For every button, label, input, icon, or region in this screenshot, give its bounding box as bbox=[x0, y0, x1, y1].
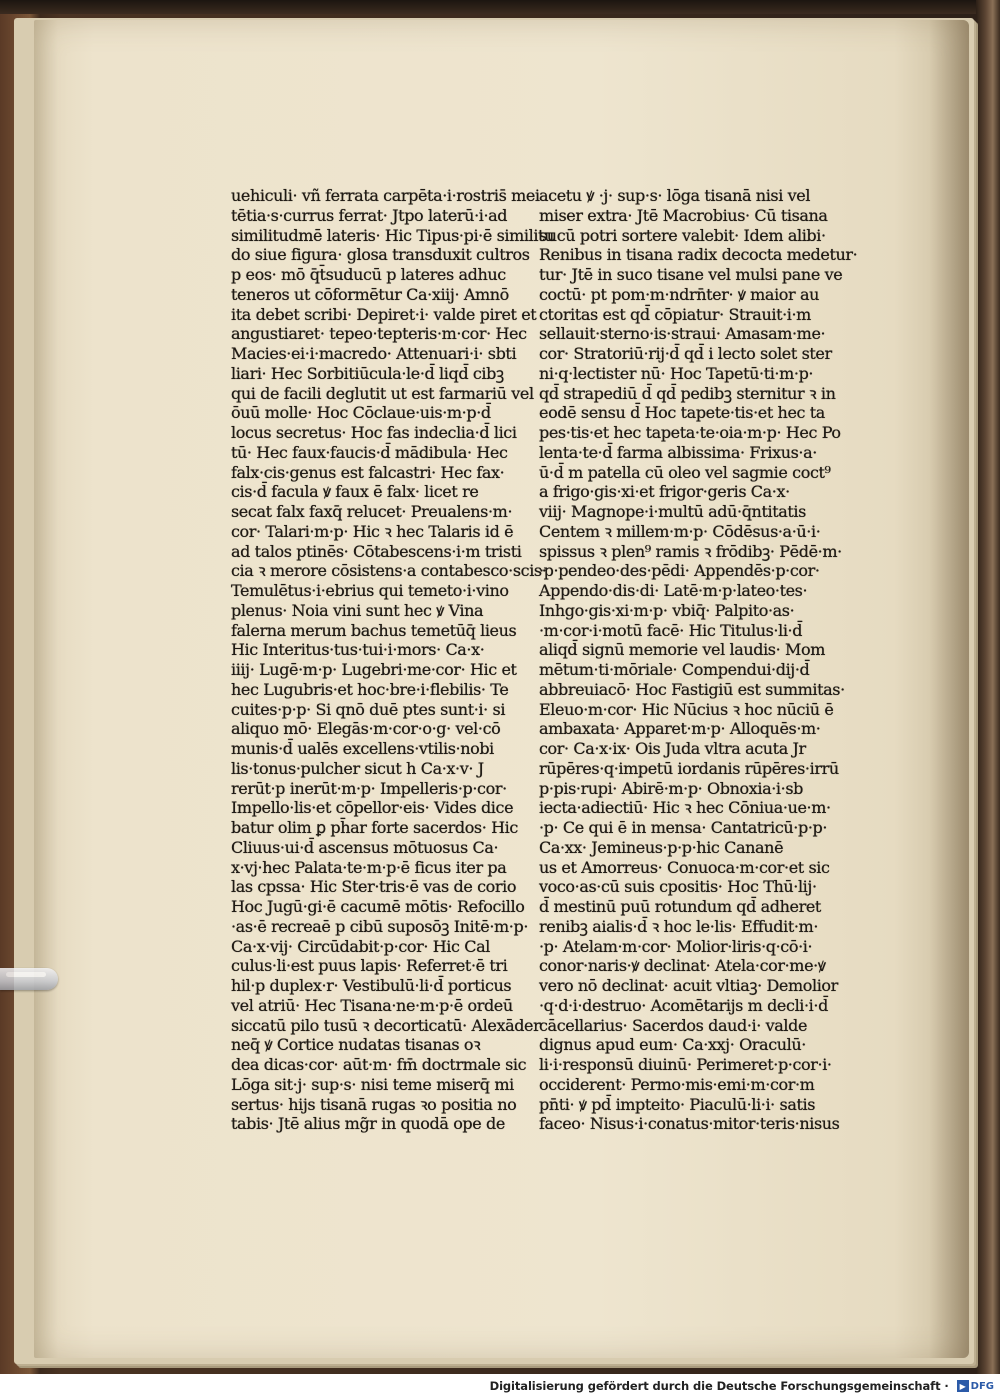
text-line: batur olim ꝑ ph̄ar forte sacerdos· Hic bbox=[231, 818, 518, 837]
text-line: Cliuus·ui·d̄ ascensus mōtuosus Ca· bbox=[231, 837, 499, 857]
text-line: Impello·lis·et cōpellor·eis· Vides dice bbox=[231, 798, 514, 818]
text-line: cor· Ca·x·ix· Ois Juda vltra acuta Jr bbox=[539, 739, 806, 758]
text-line: falerna merum bachus temetūq̄ lieus bbox=[231, 620, 517, 640]
text-line: sellauit·sterno·is·straui· Amasam·me· bbox=[539, 324, 826, 344]
text-line: cuites·p·p· Si qnō duē ptes sunt·i· si bbox=[231, 699, 506, 719]
text-line: ōuū molle· Hoc Cōclaue·uis·m·p·d̄ bbox=[231, 403, 491, 423]
text-line: liari· Hec Sorbitiūcula·le·d̄ liqd̄ cibꝫ bbox=[231, 363, 504, 383]
text-line: Centem ꝛ millem·m·p· Cōdēsus·a·ū·i· bbox=[539, 521, 821, 541]
text-line: Macies·ei·i·macredo· Attenuari·i· sbti bbox=[231, 344, 517, 363]
text-line: Hoc Jugū·gi·ē cacumē mōtis· Refocillo bbox=[231, 897, 525, 916]
text-line: rerūt·p inerūt·m·p· Impelleris·p·cor· bbox=[231, 778, 507, 798]
text-line: siccatū pilo tusū ꝛ decorticatū· Alexāder bbox=[231, 1015, 541, 1035]
text-line: ni·q·lectister nū· Hoc Tapetū·ti·m·p· bbox=[539, 363, 814, 383]
dfg-logo-text: DFG bbox=[970, 1380, 994, 1392]
text-line: las cpssa· Hic Ster·tris·ē vas de corio bbox=[231, 877, 517, 897]
text-line: ·p· Atelam·m·cor· Molior·liris·q·cō·i· bbox=[539, 936, 813, 956]
text-line: qd̄ strapediū d̄ qd̄ pedibꝫ sternitur ꝛ in bbox=[539, 383, 836, 403]
text-line: miser extra· Jtē Macrobius· Cū tisana bbox=[539, 205, 828, 225]
text-line: iiij· Lugē·m·p· Lugebri·me·cor· Hic et bbox=[231, 660, 517, 679]
text-line: Hic Interitus·tus·tui·i·mors· Ca·x· bbox=[231, 640, 485, 660]
text-line: rūpēres·q·impetū iordanis rūpēres·irrū bbox=[539, 758, 839, 778]
dfg-logo-icon bbox=[957, 1380, 994, 1392]
text-line: sucū potri sortere valebit· Idem alibi· bbox=[539, 225, 826, 245]
text-line: viij· Magnope·i·multū adū·q̄ntitatis bbox=[539, 502, 806, 521]
text-line: lis·tonus·pulcher sicut h Ca·x·v· J bbox=[231, 758, 484, 778]
text-line: us et Amorreus· Conuoca·m·cor·et sic bbox=[539, 857, 830, 877]
text-line: cor· Stratoriū·rij·d̄ qd̄ i lecto solet ster bbox=[539, 344, 832, 363]
text-line: a frigo·gis·xi·et frigor·geris Ca·x· bbox=[539, 482, 790, 502]
text-line: ·p· Ce qui ē in mensa· Cantatricū·p·p· bbox=[539, 818, 828, 837]
text-line: ambaxata· Apparet·m·p· Alloquēs·m· bbox=[539, 719, 821, 739]
text-line: li·i·responsū diuinū· Perimeret·p·cor·i· bbox=[539, 1055, 832, 1074]
text-line: conor·naris·ꝟ declinat· Atela·cor·me·ꝟ bbox=[539, 956, 826, 976]
text-line: aliquo mō· Elegās·m·cor·o·g· vel·cō bbox=[231, 719, 501, 739]
book-top-edge bbox=[0, 0, 1000, 14]
text-line: cis·d̄ facula ꝟ faux ē falx· licet re bbox=[231, 482, 479, 502]
text-line: Renibus in tisana radix decocta medetur· bbox=[539, 245, 858, 265]
text-line: ctoritas est qd̄ cōpiatur· Strauit·i·m bbox=[539, 304, 811, 324]
text-line: do siue figura· glosa transduxit cultros bbox=[231, 245, 530, 265]
text-line: qui de facili deglutit ut est farmariū vel bbox=[231, 383, 534, 403]
text-line: uehiculi· vñ ferrata carpēta·i·rostris̄ mei bbox=[231, 186, 540, 205]
text-line: munis·d̄ ualēs excellens·vtilis·nobi bbox=[231, 739, 494, 758]
text-line: abbreuiacō· Hoc Fastigiū est summitas· bbox=[539, 679, 845, 699]
text-line: tētia·s·currus ferrat· Jtpo laterū·i·ad bbox=[231, 205, 508, 225]
text-line: Temulētus·i·ebrius qui temeto·i·vino bbox=[231, 581, 509, 600]
text-line: similitudmē lateris· Hic Tipus·pi·ē similitu bbox=[231, 225, 554, 245]
text-line: p·pis·rupi· Abirē·m·p· Obnoxia·i·sb bbox=[539, 778, 803, 798]
text-line: locus secretus· Hoc fas indeclia·d̄ lici bbox=[231, 423, 517, 442]
text-line: ·p·pendeo·des·pēdi· Appendēs·p·cor· bbox=[539, 561, 820, 581]
clip-shine bbox=[6, 972, 46, 977]
text-line: dea dicas·cor· aūt·m· fm̄ doctrmale sic bbox=[231, 1055, 527, 1074]
text-line: Eleuo·m·cor· Hic Nūcius ꝛ hoc nūciū ē bbox=[539, 699, 834, 719]
text-line: voco·as·cū suis cpositis· Hoc Thū·lij· bbox=[539, 877, 817, 897]
paper-clip-icon bbox=[0, 968, 58, 990]
text-line: x·vj·hec Palata·te·m·p·ē ficus iter pa bbox=[231, 857, 507, 877]
footer-bar bbox=[0, 1374, 1000, 1398]
text-line: renibꝫ aialis·d̄ ꝛ hoc le·lis· Effudit·m· bbox=[539, 916, 819, 936]
text-line: Appendo·dis·di· Latē·m·p·lateo·tes· bbox=[539, 581, 808, 600]
text-line: spissus ꝛ plen⁹ ramis ꝛ frōdibꝫ· Pēdē·m· bbox=[539, 541, 842, 561]
text-line: cācellarius· Sacerdos daud·i· valde bbox=[539, 1015, 808, 1035]
text-line: pn̄ti· ꝟ pd̄ impteito· Piaculū·li·i· satis bbox=[539, 1094, 816, 1114]
text-line: eodē sensu d̄ Hoc tapete·tis·et hec ta bbox=[539, 403, 825, 423]
footer-credit-text: Digitalisierung gefördert durch die Deutsche Forschungsgemeinschaft · bbox=[489, 1379, 949, 1393]
text-line: ad talos ptinēs· Cōtabescens·i·m tristi bbox=[231, 541, 522, 561]
text-line: ·m·cor·i·motū facē· Hic Titulus·li·d̄ bbox=[539, 620, 803, 640]
text-line: iecta·adiectiū· Hic ꝛ hec Cōniua·ue·m· bbox=[539, 798, 831, 818]
text-line: cia ꝛ merore cōsistens·a contabesco·scis· bbox=[231, 561, 547, 581]
text-line: ·q·d·i·destruo· Acomētarijs m decli·i·d̄ bbox=[539, 995, 828, 1015]
text-line: vero nō declinat· acuit vltiaꝫ· Demolior bbox=[539, 976, 838, 995]
text-line: mētum·ti·mōriale· Compendui·dij·d̄ bbox=[539, 660, 810, 679]
text-line: tū· Hec faux·faucis·d̄ mādibula· Hec bbox=[231, 442, 508, 462]
text-line: acetu ꝟ ·j· sup·s· lōga tisanā nisi vel bbox=[539, 186, 811, 205]
text-line: ū·d̄ m patella cū oleo vel sagmie coct⁹ bbox=[539, 462, 831, 482]
text-line: tur· Jtē in suco tisane vel mulsi pane ve bbox=[539, 265, 843, 284]
text-line: hec Lugubris·et hoc·bre·i·flebilis· Te bbox=[231, 679, 509, 699]
text-line: pes·tis·et hec tapeta·te·oia·m·p· Hec Po bbox=[539, 423, 841, 442]
text-line: vel atriū· Hec Tisana·ne·m·p·ē ordeū bbox=[231, 995, 513, 1015]
text-line: teneros ut cōformētur Ca·xiij· Amnō bbox=[231, 284, 509, 304]
text-line: neq̄ ꝟ Cortice nudatas tisanas oꝛ bbox=[231, 1035, 481, 1055]
text-line: culus·li·est puus lapis· Referret·ē tri bbox=[231, 956, 508, 976]
text-line: hil·p duplex·r· Vestibulū·li·d̄ porticus bbox=[231, 976, 512, 995]
page-shadow bbox=[929, 20, 969, 1358]
text-line: Ca·xx· Jemineus·p·p·hic Cananē bbox=[539, 837, 784, 857]
text-line: faceo· Nisus·i·conatus·mitor·teris·nisus bbox=[539, 1114, 840, 1134]
text-line: aliqd̄ signū memorie vel laudis· Mom bbox=[539, 640, 825, 660]
text-line: tabis· Jtē alius mg̃r in quodā ope de bbox=[231, 1114, 505, 1134]
text-line: lenta·te·d̄ farma albissima· Frixus·a· bbox=[539, 442, 817, 462]
text-line: coctū· pt pom·m·ndrn̄ter· ꝟ maior au bbox=[539, 284, 820, 304]
text-line: plenus· Noia vini sunt hec ꝟ Vina bbox=[231, 600, 484, 620]
text-line: ita debet scribi· Depiret·i· valde piret et bbox=[231, 304, 537, 324]
dfg-logo-mark: ▶ bbox=[957, 1380, 969, 1392]
text-line: Ca·x·vij· Circūdabit·p·cor· Hic Cal bbox=[231, 936, 490, 956]
book-spine-edge bbox=[976, 0, 1000, 1398]
text-line: sertus· hijs tisanā rugas ꝛo positia no bbox=[231, 1094, 517, 1114]
text-line: angustiaret· tepeo·tepteris·m·cor· Hec bbox=[231, 324, 527, 344]
text-line: dignus apud eum· Ca·xxj· Oraculū· bbox=[539, 1035, 806, 1055]
text-line: ·as·ē recreaē p cibū suposōꝫ Initē·m·p· bbox=[231, 916, 529, 936]
text-line: falx·cis·genus est falcastri· Hec fax· bbox=[231, 462, 505, 482]
text-line: occiderent· Permo·mis·emi·m·cor·m bbox=[539, 1074, 815, 1094]
text-line: secat falx faxq̄ relucet· Preualens·m· bbox=[231, 502, 513, 521]
text-line: Lōga sit·j· sup·s· nisi teme miserq̄ mi bbox=[231, 1074, 514, 1094]
text-line: cor· Talari·m·p· Hic ꝛ hec Talaris id ē bbox=[231, 521, 514, 541]
left-text-column bbox=[231, 186, 554, 1134]
text-line: Inhgo·gis·xi·m·p· vbiq̄· Palpito·as· bbox=[539, 600, 795, 620]
text-line: p eos· mō q̄t̄suducū p lateres adhuc bbox=[231, 265, 506, 284]
text-line: d̄ mestinū puū rotundum qd̄ adheret bbox=[539, 897, 821, 916]
right-text-column bbox=[539, 186, 858, 1134]
